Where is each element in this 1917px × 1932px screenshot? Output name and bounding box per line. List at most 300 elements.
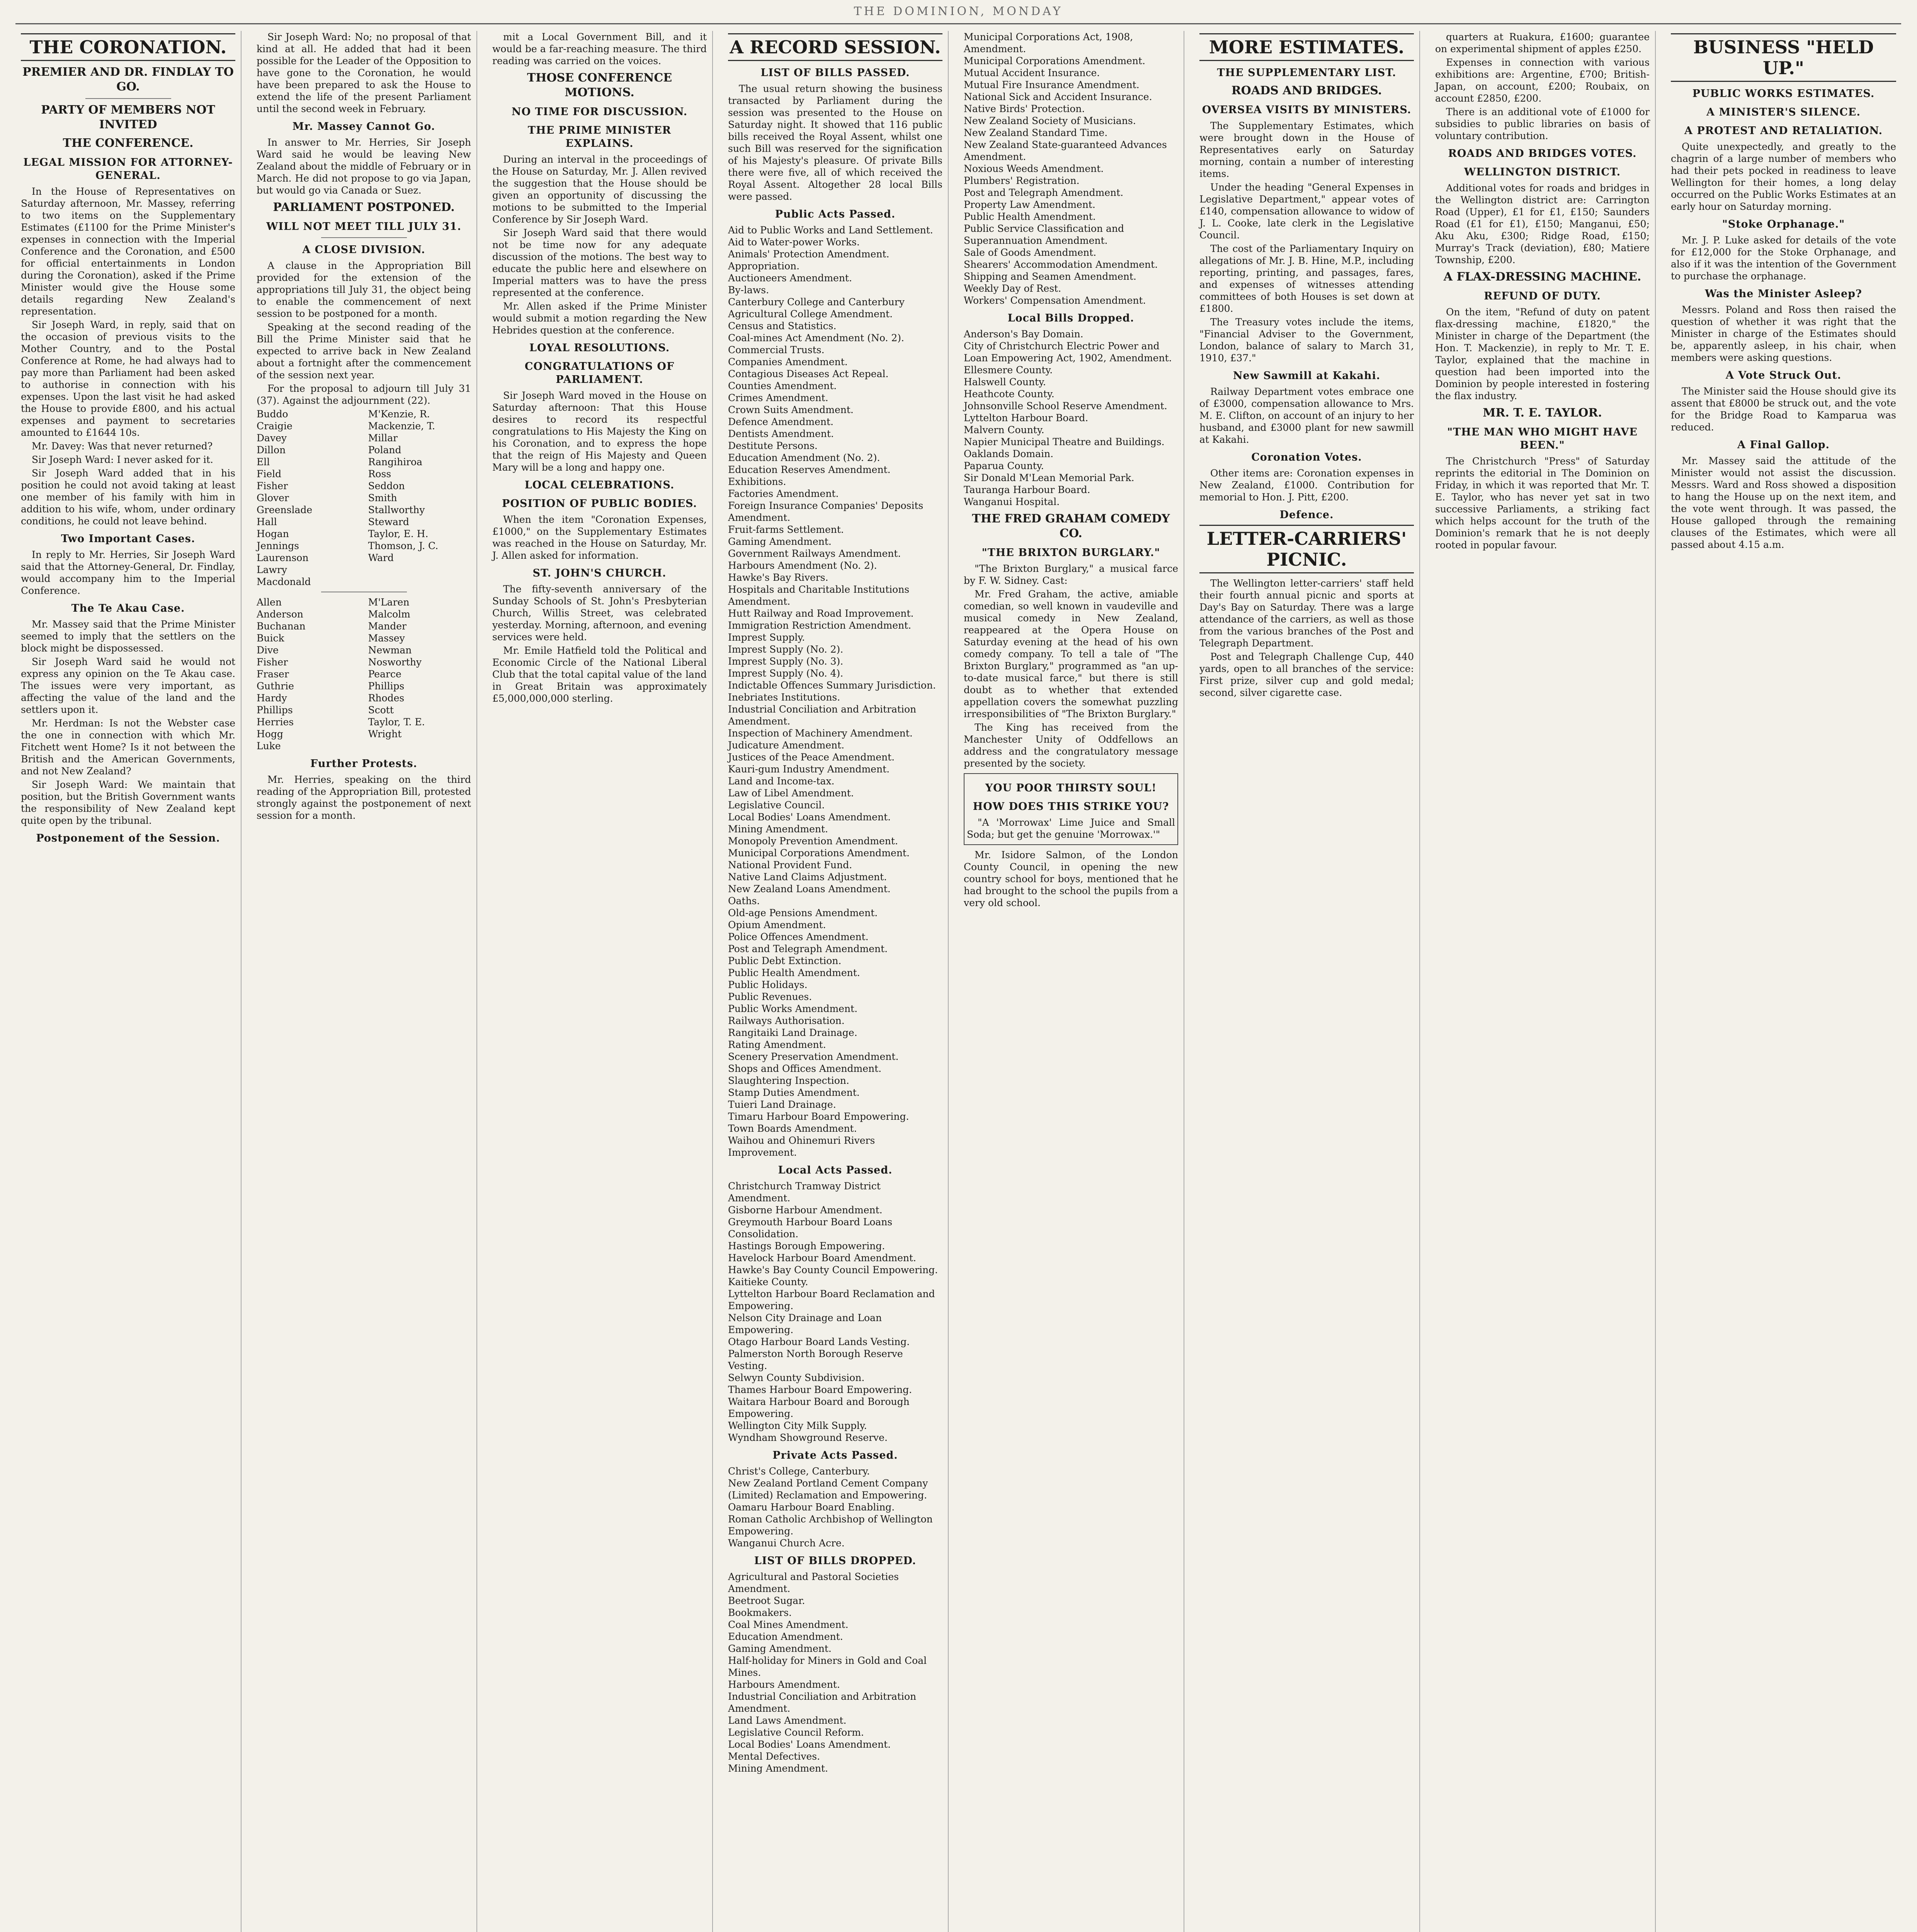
list-item: Christ's College, Canterbury. [728,1466,870,1477]
list-item: Tuieri Land Drainage. [728,1099,836,1110]
list-item: Fraser [257,668,289,680]
list-item: Imprest Supply (No. 3). [728,656,844,667]
list-item: M'Kenzie, R. [368,408,430,420]
list-item: Lyttelton Harbour Board. [964,412,1089,423]
paragraph: Sir Joseph Ward moved in the House on Saturday afternoon: That this House desires to record its respectful congratulations to His Majesty the King on his Coronation, and to express the hope that the reign of His Majesty and Queen Mary will be a long and happy one. [492,390,707,473]
column-6 [1194,31,1420,1932]
list-item: Ell [257,456,270,468]
headline-coronation: THE CORONATION. [21,33,235,61]
list-item: Railways Authorisation. [728,1015,845,1026]
list-item: Harbours Amendment (No. 2). [728,560,877,571]
list-item: Thames Harbour Board Empowering. [728,1384,912,1395]
list-item: National Sick and Accident Insurance. [964,91,1152,102]
paragraph: The usual return showing the business transacted by Parliament during the session was presented to the House on Saturday night. It showed that 116 public bills received the Royal Assent, whilst one such Bill was reserved for the signification of his Majesty's pleasure. Of private Bills there were five, all of which received the Royal Assent. Altogether 28 local Bills were passed. [728,83,942,202]
list-item: Selwyn County Subdivision. [728,1372,865,1383]
paragraph: The cost of the Parliamentary Inquiry on allegations of Mr. J. B. Hine, M.P., including reporting, printing, and passages, fares, and expenses of witnesses attending committees of both Houses is set down at £1800. [1199,243,1414,314]
list-item: Exhibitions. [728,476,786,487]
subhead: New Sawmill at Kakahi. [1233,370,1381,382]
column-4 [723,31,949,1932]
list-item: Native Birds' Protection. [964,103,1085,114]
subhead: A PROTEST AND RETALIATION. [1684,125,1883,137]
list-item: Municipal Corporations Amendment. [728,847,910,859]
paragraph: mit a Local Government Bill, and it would be a far-reaching measure. The third reading was carried on the voices. [492,31,707,66]
paragraph: On the item, "Refund of duty on patent flax-dressing machine, £1820," the Minister in charge of the Department (the Hon. T. Mackenzie), in reply to Mr. T. E. Taylor, explained that the machine in question had been imported into the Dominion by people interested in fostering the flax industry. [1435,306,1650,401]
list-item: Buchanan [257,621,306,632]
paragraph: Sir Joseph Ward, in reply, said that on the occasion of previous visits to the Mother Country, and to the Postal Conference at Rome, he had always had to pay more than Parliament had been asked to authorise in connection with his expenses. Upon the last visit he had asked the House to provide £800, and his actual expenses and payment to secretaries amounted to £1644 10s. [21,319,235,438]
list-item: Herries [257,716,294,728]
paragraph: Mr. Herdman: Is not the Webster case the one in connection with which Mr. Fitchett went Home? Is it not between the British and the American Governments, and not New Zealand? [21,718,235,777]
list-item: Appropriation. [728,260,800,272]
list-item: Anderson [257,609,303,620]
paragraph: Post and Telegraph Challenge Cup, 440 yards, open to all branches of the service: First prize, silver cup and gold medal; second, silver cigarette case. [1199,651,1414,698]
list-item: Fisher [257,656,288,668]
paragraph: Mr. Massey said that the Prime Minister seemed to imply that the settlers on the block might be dispossessed. [21,619,235,654]
list-item: Oaklands Domain. [964,448,1054,459]
list-item: Dentists Amendment. [728,428,834,439]
divider [321,237,407,238]
subhead: The Te Akau Case. [71,602,185,614]
list-item: Municipal Corporations Amendment. [964,55,1145,66]
headline-more-estimates: MORE ESTIMATES. [1199,33,1414,61]
subhead: A MINISTER'S SILENCE. [1706,106,1861,118]
list-item: New Zealand State-guaranteed Advances Amendment. [964,139,1167,162]
list-item: Shops and Offices Amendment. [728,1063,882,1074]
list-item: Taylor, E. H. [368,528,429,539]
subhead: ST. JOHN'S CHURCH. [532,567,667,579]
list-item: Contagious Diseases Act Repeal. [728,368,889,379]
paragraph: Mr. Isidore Salmon, of the London County Council, in opening the new country school for boys, mentioned that he had brought to the school the pupils from a very old school. [964,849,1178,908]
list-item: Steward [368,516,409,527]
list-item: Tauranga Harbour Board. [964,484,1090,495]
list-item: Imprest Supply (No. 2). [728,644,844,655]
list-item: Guthrie [257,680,294,692]
deck-1: PREMIER AND DR. FINDLAY TO GO. [22,65,234,94]
private-acts-list [728,1465,942,1549]
subhead: Mr. Massey Cannot Go. [292,121,435,133]
list-item: New Zealand Standard Time. [964,127,1108,138]
dropped-bills-list [728,1571,942,1774]
subhead: WELLINGTON DISTRICT. [1464,166,1621,178]
list-item: Laurenson [257,552,309,563]
list-item: Counties Amendment. [728,380,837,391]
list-item: Half-holiday for Miners in Gold and Coal Mines. [728,1655,927,1678]
list-item: Oamaru Harbour Board Enabling. [728,1502,895,1513]
list-item: Palmerston North Borough Reserve Vesting. [728,1348,903,1371]
list-item: Hastings Borough Empowering. [728,1240,885,1252]
list-item: Sale of Goods Amendment. [964,247,1097,258]
list-item: Dive [257,645,279,656]
subhead: PUBLIC WORKS ESTIMATES. [1692,88,1875,100]
list-item: Industrial Conciliation and Arbitration Amendment. [728,1691,917,1714]
paragraph: Mr. Emile Hatfield told the Political and Economic Circle of the National Liberal Club that the total capital value of the land in Great Britain was approximately £5,000,000,000 sterling. [492,645,707,704]
list-item: Kaitieke County. [728,1276,808,1287]
ad-text: "A 'Morrowax' Lime Juice and Small Soda; but get the genuine 'Morrowax.'" [967,817,1175,840]
list-item: Greenslade [257,504,313,515]
list-item: Ross [368,468,391,480]
paragraph: During an interval in the proceedings of the House on Saturday, Mr. J. Allen revived the suggestion that the House should be given an opportunity of discussing the motions to be submitted to the Imperial Conference by Sir Joseph Ward. [492,154,707,225]
list-item: Scott [368,704,394,716]
list-item: Post and Telegraph Amendment. [728,943,888,954]
list-item: Macdonald [257,576,311,587]
list-item: Field [257,468,282,480]
subhead: A FLAX-DRESSING MACHINE. [1443,270,1641,284]
paragraph: In reply to Mr. Herries, Sir Joseph Ward said that the Attorney-General, Dr. Findlay, would accompany him to the Imperial Conference. [21,549,235,596]
subhead: Local Acts Passed. [778,1164,893,1176]
list-item: Companies Amendment. [728,356,848,367]
divider [85,98,171,99]
list-item: Wanganui Hospital. [964,496,1060,507]
list-item: Paparua County. [964,460,1044,471]
paragraph: The Wellington letter-carriers' staff held their fourth annual picnic and sports at Day's Bay on Saturday. There was a large attendance of the carriers, as well as those from the various branches of the Post and Telegraph Department. [1199,578,1414,649]
list-item: Factories Amendment. [728,488,839,499]
list-item: Hospitals and Charitable Institutions Amendment. [728,584,910,607]
headline-record-session: A RECORD SESSION. [728,33,942,61]
column-5 [958,31,1184,1932]
division-list-ayes [257,408,471,588]
list-item: National Provident Fund. [728,859,852,871]
list-item: Dillon [257,444,286,456]
list-item: Mutual Accident Insurance. [964,67,1100,78]
list-item: Land and Income-tax. [728,776,835,787]
subhead: Was the Minister Asleep? [1705,288,1862,300]
list-item: Crown Suits Amendment. [728,404,854,415]
list-item: Pearce [368,668,401,680]
paragraph: Expenses in connection with various exhibitions are: Argentine, £700; British-Japan, on account, £200; Roubaix, on account £2850, £200. [1435,57,1650,104]
advertisement [964,773,1178,845]
list-item: Auctioneers Amendment. [728,272,852,284]
list-item: Wanganui Church Acre. [728,1537,845,1549]
paragraph: Sir Joseph Ward said he would not express any opinion on the Te Akau case. The issues were very important, as affecting the value of the land and the settlers upon it. [21,656,235,715]
list-item: Allen [257,597,282,608]
list-item: Johnsonville School Reserve Amendment. [964,400,1167,412]
list-item: Education Amendment. [728,1631,843,1642]
list-item: Plumbers' Registration. [964,175,1080,186]
list-item: Public Holidays. [728,979,808,990]
list-item: Poland [368,444,401,456]
ad-title: YOU POOR THIRSTY SOUL! [985,782,1157,794]
list-item: Nosworthy [368,656,422,668]
list-item: Mander [368,621,407,632]
headline-parliament-postponed: PARLIAMENT POSTPONED. [273,201,455,214]
list-item: Workers' Compensation Amendment. [964,295,1146,306]
list-item: Mental Defectives. [728,1751,820,1762]
list-item: Mackenzie, T. [368,420,435,432]
list-item: Public Debt Extinction. [728,955,842,966]
list-item: Agricultural and Pastoral Societies Amendment. [728,1571,899,1594]
subhead: LIST OF BILLS DROPPED. [754,1555,917,1567]
list-item: Ellesmere County. [964,364,1053,376]
list-item: Roman Catholic Archbishop of Wellington Empowering. [728,1514,933,1537]
list-item: Property Law Amendment. [964,199,1095,210]
list-item: Hardy [257,692,287,704]
subhead: LOCAL CELEBRATIONS. [524,479,675,491]
list-item: Stallworthy [368,504,425,515]
headline-business-held-up: BUSINESS "HELD UP." [1671,33,1896,82]
subhead: THE SUPPLEMENTARY LIST. [1217,67,1397,79]
column-2 [251,31,477,1932]
paragraph: In the House of Representatives on Saturday afternoon, Mr. Massey, referring to two items on the Supplementary Estimates (£1100 for the Prime Minister's expenses in connection with the Imperial Conference and the Coronation, and £500 for official entertainments in London during the Coronation), asked if the Prime Minister would give the House some details regarding New Zealand's representation. [21,186,235,317]
deck-4: LEGAL MISSION FOR ATTORNEY-GENERAL. [23,156,233,182]
list-item: New Zealand Portland Cement Company (Limited) Reclamation and Empowering. [728,1478,928,1501]
list-item: Hall [257,516,277,527]
list-item: Seddon [368,480,405,492]
list-item: Waitara Harbour Board and Borough Empowering. [728,1396,910,1419]
list-item: Buddo [257,408,288,420]
list-item: Craigie [257,420,293,432]
subhead: REFUND OF DUTY. [1484,290,1601,302]
subhead: THOSE CONFERENCE MOTIONS. [527,71,672,99]
paragraph: Sir Joseph Ward: I never asked for it. [32,454,213,465]
paragraph: The Christchurch "Press" of Saturday reprints the editorial in The Dominion on Friday, in which it was reported that Mr. T. E. Taylor, who has never yet sat in two successive Parliaments, a striking fact which helps account for the truth of the Dominion's remark that he is not deeply rooted in popular favour. [1435,456,1650,551]
list-item: Hogan [257,528,289,539]
list-item: Legislative Council. [728,799,825,811]
list-item: Fisher [257,480,288,492]
ad-subtitle: HOW DOES THIS STRIKE YOU? [973,801,1169,813]
list-item: Shearers' Accommodation Amendment. [964,259,1158,270]
list-item: Imprest Supply (No. 4). [728,668,844,679]
list-item: Nelson City Drainage and Loan Empowering. [728,1312,882,1335]
division-list-noes [257,596,471,752]
paragraph: The Minister said the House should give its assent that £8000 be struck out, and the vote for the Bridge Road to Kamparua was reduced. [1671,386,1896,433]
paragraph: Mr. Fred Graham, the active, amiable comedian, so well known in vaudeville and musical comedy in New Zealand, reappeared at the Opera House on Saturday evening at the head of his own comedy company. To tell a tale of "The Brixton Burglary," programmed as "an up-to-date musical farce," but there is still doubt as to whether that extended appellation covers the somewhat puzzling irresponsibilities of "The Brixton Burglary." [964,588,1178,719]
list-item: Inspection of Machinery Amendment. [728,728,913,739]
list-item: Weekly Day of Rest. [964,283,1061,294]
list-item: Taylor, T. E. [368,716,425,728]
list-item: Harbours Amendment. [728,1679,840,1690]
subhead: A Final Gallop. [1737,439,1830,451]
list-item: Law of Libel Amendment. [728,787,854,799]
list-item: Coal Mines Amendment. [728,1619,849,1630]
list-item: Monopoly Prevention Amendment. [728,835,898,847]
list-item: Indictable Offences Summary Jurisdiction. [728,680,936,691]
masthead-strip: THE DOMINION, MONDAY [15,0,1901,24]
list-item: Rangihiroa [368,456,423,468]
subhead: Private Acts Passed. [772,1449,898,1461]
list-item: Old-age Pensions Amendment. [728,907,878,918]
paragraph: Sir Joseph Ward: We maintain that position, but the British Government wants the responsibility of New Zealand kept quite open by the tribunal. [21,779,235,826]
list-item: Commercial Trusts. [728,344,825,355]
subhead: ROADS AND BRIDGES VOTES. [1448,148,1637,160]
list-item: Malvern County. [964,424,1044,435]
list-item: Beetroot Sugar. [728,1595,805,1606]
list-item: Fruit-farms Settlement. [728,524,844,535]
local-bills-dropped-list [964,328,1178,508]
subhead: Postponement of the Session. [36,832,220,844]
list-item: Legislative Council Reform. [728,1727,864,1738]
list-item: Education Reserves Amendment. [728,464,891,475]
list-item: Slaughtering Inspection. [728,1075,849,1086]
list-item: Land Laws Amendment. [728,1715,847,1726]
paragraph: The Treasury votes include the items, "Financial Adviser to the Government, London, balance of salary to March 31, 1910, £37." [1199,316,1414,364]
subhead: Local Bills Dropped. [1007,312,1135,324]
list-item: Government Railways Amendment. [728,548,901,559]
list-item: Anderson's Bay Domain. [964,328,1084,340]
list-item: Industrial Conciliation and Arbitration Amendment. [728,704,917,727]
subhead: MR. T. E. TAYLOR. [1483,406,1602,420]
list-item: Foreign Insurance Companies' Deposits Amendment. [728,500,924,523]
paragraph: The King has received from the Manchester Unity of Oddfellows an address and the congratulatory message presented by the society. [964,722,1178,769]
list-item: Waihou and Ohinemuri Rivers Improvement. [728,1135,875,1158]
list-item: Native Land Claims Adjustment. [728,871,887,883]
paragraph: There is an additional vote of £1000 for subsidies to public libraries on basis of voluntary contribution. [1435,106,1650,141]
subhead: Coronation Votes. [1251,451,1362,463]
list-item: M'Laren [368,597,410,608]
list-item: Crimes Amendment. [728,392,828,403]
list-item: Heathcote County. [964,388,1055,400]
deck-2: PARTY OF MEMBERS NOT INVITED [41,103,215,131]
list-item: Greymouth Harbour Board Loans Consolidation. [728,1216,893,1240]
list-item: Halswell County. [964,376,1046,388]
list-item: Public Health Amendment. [964,211,1096,222]
list-item: Wyndham Showground Reserve. [728,1432,888,1443]
list-item: Local Bodies' Loans Amendment. [728,811,891,823]
list-item: Justices of the Peace Amendment. [728,752,895,763]
subhead: A Vote Struck Out. [1725,369,1842,381]
list-item: Phillips [368,680,405,692]
list-item: Gaming Amendment. [728,536,832,547]
subhead: OVERSEA VISITS BY MINISTERS. [1202,104,1412,116]
paragraph: Messrs. Poland and Ross then raised the question of whether it was right that the Minister in charge of the Estimates should be, apparently asleep, in his chair, when members were asking questions. [1671,304,1896,363]
local-acts-list [728,1180,942,1444]
paragraph: When the item "Coronation Expenses, £1000," on the Supplementary Estimates was reached in the House on Saturday, Mr. J. Allen asked for information. [492,514,707,561]
list-item: Napier Municipal Theatre and Buildings. [964,436,1165,447]
subhead: "THE MAN WHO MIGHT HAVE BEEN." [1447,426,1638,451]
list-item: Defence Amendment. [728,416,833,427]
paragraph: A clause in the Appropriation Bill provided for the extension of the appropriations till July 31, the object being to enable the commencement of next session to be postponed for a month. [257,260,471,319]
subhead: NO TIME FOR DISCUSSION. [511,106,688,118]
list-item: Mutual Fire Insurance Amendment. [964,79,1140,90]
headline-comedy-co: THE FRED GRAHAM COMEDY CO. [972,512,1170,540]
list-item: Mining Amendment. [728,823,828,835]
list-item: Oaths. [728,895,760,906]
list-item: Rating Amendment. [728,1039,826,1050]
paragraph: Railway Department votes embrace one of £3000, compensation allowance to Mrs. M. E. Clifton, on account of an injury to her husband, and £3000 plant for new sawmill at Kakahi. [1199,386,1414,445]
column-8 [1665,31,1902,1932]
list-item: Canterbury College and Canterbury Agricultural College Amendment. [728,296,905,320]
list-item: Post and Telegraph Amendment. [964,187,1124,198]
column-1 [15,31,242,1932]
list-item: Scenery Preservation Amendment. [728,1051,899,1062]
list-item: Kauri-gum Industry Amendment. [728,764,890,775]
list-item: Shipping and Seamen Amendment. [964,271,1136,282]
paragraph: Speaking at the second reading of the Bill the Prime Minister said that he expected to arrive back in New Zealand about a fortnight after the commencement of the session next year. [257,321,471,381]
list-item: Stamp Duties Amendment. [728,1087,860,1098]
paragraph: "The Brixton Burglary," a musical farce by F. W. Sidney. Cast: [964,563,1178,586]
list-item: Gaming Amendment. [728,1643,832,1654]
paragraph: Under the heading "General Expenses in Legislative Department," appear votes of £140, compensation allowance to widow of J. L. Cooke, late clerk in the Legislative Council. [1199,182,1414,241]
list-item: Hutt Railway and Road Improvement. [728,608,914,619]
list-item: Bookmakers. [728,1607,792,1618]
paragraph: Mr. Allen asked if the Prime Minister would submit a motion regarding the New Hebrides question at the conference. [492,301,707,336]
list-item: Newman [368,645,412,656]
list-item: Havelock Harbour Board Amendment. [728,1252,916,1264]
list-item: City of Christchurch Electric Power and Loan Empowering Act, 1902, Amendment. [964,340,1172,364]
headline-letter-carriers: LETTER-CARRIERS' PICNIC. [1199,525,1414,573]
list-item: Sir Donald M'Lean Memorial Park. [964,472,1135,483]
list-item: Rhodes [368,692,405,704]
column-3 [487,31,713,1932]
bills-list [964,31,1178,306]
subhead: LOYAL RESOLUTIONS. [529,342,670,354]
list-item: Hogg [257,728,283,740]
list-item: Hawke's Bay Rivers. [728,572,828,583]
subhead: "THE BRIXTON BURGLARY." [981,547,1160,559]
subhead: A CLOSE DIVISION. [302,244,425,256]
list-item: Gisborne Harbour Amendment. [728,1204,883,1216]
list-item: Judicature Amendment. [728,740,845,751]
paragraph: Sir Joseph Ward said that there would not be time now for any adequate discussion of the motions. The best way to educate the public here and elsewhere on Imperial matters was to have the press represented at the conference. [492,227,707,298]
list-item: Lyttelton Harbour Board Reclamation and Empowering. [728,1288,935,1311]
list-item: Coal-mines Act Amendment (No. 2). [728,332,904,344]
list-item: Glover [257,492,289,503]
list-item: Police Offences Amendment. [728,931,869,942]
list-item: Smith [368,492,397,503]
subhead: "Stoke Orphanage." [1722,218,1845,230]
public-acts-list [728,224,942,1158]
list-item: Public Health Amendment. [728,967,860,978]
list-item: Imprest Supply. [728,632,805,643]
paragraph: In answer to Mr. Herries, Sir Joseph Ward said he would be leaving New Zealand about the middle of February or in March. He did not propose to go via Japan, but would go via Canada or Suez. [257,137,471,196]
subhead: Defence. [1279,509,1334,521]
paragraph: Sir Joseph Ward added that in his position he could not avoid taking at least one member of his family with him in addition to his wife, whom, under ordinary conditions, he could not leave behind. [21,468,235,527]
paragraph: The Supplementary Estimates, which were brought down in the House of Representatives early on Saturday morning, contain a number of interesting items. [1199,120,1414,179]
deck-3: THE CONFERENCE. [63,136,194,150]
subhead: Public Acts Passed. [775,208,896,220]
list-item: Malcolm [368,609,410,620]
list-item: Phillips [257,704,293,716]
list-item: New Zealand Loans Amendment. [728,883,891,895]
paragraph: Mr. J. P. Luke asked for details of the vote for £12,000 for the Stoke Orphanage, and also if it was the intention of the Government to purchase the orphanage. [1671,235,1896,282]
list-item: Otago Harbour Board Lands Vesting. [728,1336,910,1347]
subhead: POSITION OF PUBLIC BODIES. [502,498,697,510]
subhead: Further Protests. [310,758,417,770]
list-item: Ward [368,552,394,563]
paragraph: Other items are: Coronation expenses in New Zealand, £1000. Contribution for memorial to Hon. J. Pitt, £200. [1199,468,1414,503]
list-item: Wright [368,728,402,740]
paragraph: Mr. Massey said the attitude of the Minister would not assist the discussion. Messrs. Ward and Ross showed a disposition to hang the House up on the next item, and the vote went through. It was passed, the House galloped through the remaining clauses of the Estimates, which were all passed about 4.15 a.m. [1671,455,1896,550]
paragraph: For the proposal to adjourn till July 31 (37). Against the adjournment (22). [257,383,471,406]
list-item: Aid to Water-power Works. [728,236,860,248]
list-item: Aid to Public Works and Land Settlement. [728,224,933,236]
list-item: Census and Statistics. [728,320,837,332]
paragraph: quarters at Ruakura, £1600; guarantee on experimental shipment of apples £250. [1435,31,1650,54]
list-item: Hawke's Bay County Council Empowering. [728,1264,938,1276]
list-item: Municipal Corporations Act, 1908, Amendment. [964,31,1133,54]
subhead: THE PRIME MINISTER EXPLAINS. [527,124,672,150]
list-item: Buick [257,633,284,644]
list-item: Timaru Harbour Board Empowering. [728,1111,909,1122]
paragraph: Sir Joseph Ward: No; no proposal of that kind at all. He added that had it been possible for the Leader of the Opposition to have gone to the Coronation, he would have been prepared to ask the House to extend the life of the present Parliament until the second week in February. [257,31,471,114]
list-item: Education Amendment (No. 2). [728,452,880,463]
column-7 [1430,31,1656,1932]
paragraph: Additional votes for roads and bridges in the Wellington district are: Carrington Road (Upper), £1 for £1, £150; Saunders Road (£1 for £1), £150; Manganui, £50; Aku Aku, £300; Ridge Road, £150; Murray's Track (deviation), £80; Matiere Township, £200. [1435,182,1650,265]
paragraph: Mr. Davey: Was that never returned? [32,440,213,452]
paragraph: Quite unexpectedly, and greatly to the chagrin of a large number of members who had their pets pocked in readiness to leave Wellington for their homes, a long delay occurred on the Public Works Estimates at an early hour on Saturday morning. [1671,141,1896,212]
list-item: Millar [368,432,398,444]
subhead: WILL NOT MEET TILL JULY 31. [266,221,461,233]
list-item: Destitute Persons. [728,440,818,451]
list-item: New Zealand Society of Musicians. [964,115,1136,126]
list-item: Animals' Protection Amendment. [728,248,890,260]
list-item: Town Boards Amendment. [728,1123,857,1134]
list-item: Wellington City Milk Supply. [728,1420,867,1431]
paragraph: Mr. Herries, speaking on the third reading of the Appropriation Bill, protested strongly against the postponement of next session for a month. [257,774,471,821]
subhead: ROADS AND BRIDGES. [1231,84,1382,97]
subhead: Two Important Cases. [61,533,196,545]
list-item: Christchurch Tramway District Amendment. [728,1180,881,1204]
list-item: Public Revenues. [728,991,812,1002]
list-item: Mining Amendment. [728,1763,828,1774]
